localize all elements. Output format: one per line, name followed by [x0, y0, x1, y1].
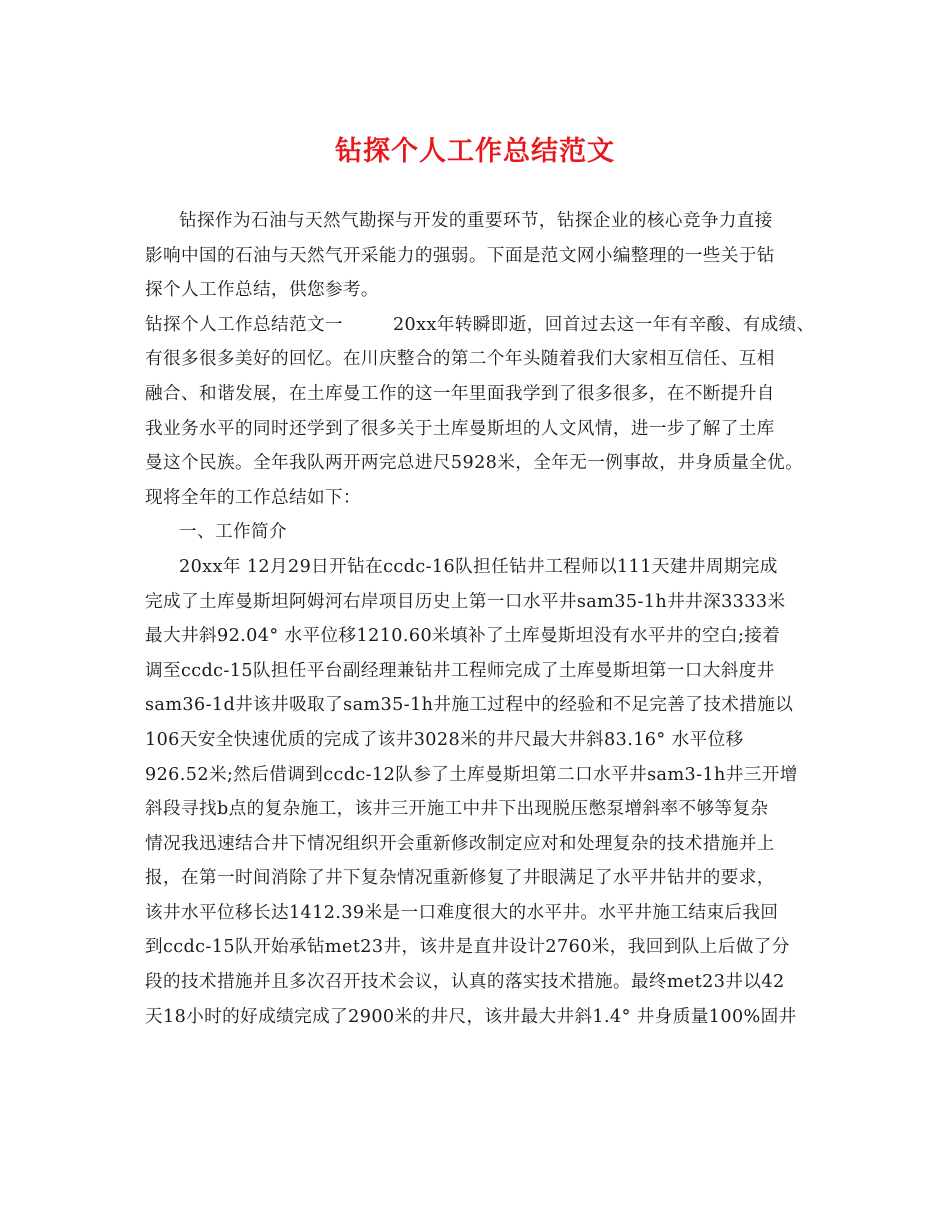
- paragraph-line: 106天安全快速优质的完成了该井3028米的井尺最大井斜83.16° 水平位移: [145, 729, 744, 750]
- paragraph-line: 到ccdc-15队开始承钻met23井，该井是直井设计2760米，我回到队上后做了分: [145, 937, 790, 958]
- paragraph-line: 有很多很多美好的回忆。在川庆整合的第二个年头随着我们大家相互信任、互相: [145, 349, 775, 370]
- paragraph-line: 段的技术措施并且多次召开技术会议，认真的落实技术措施。最终met23井以42: [145, 972, 785, 993]
- paragraph-line: 我业务水平的同时还学到了很多关于土库曼斯坦的人文风情，进一步了解了土库: [145, 418, 775, 439]
- section-heading: 一、工作简介: [179, 522, 287, 543]
- paragraph-line: 融合、和谐发展，在土库曼工作的这一年里面我学到了很多很多，在不断提升自: [145, 383, 775, 404]
- document-body: [145, 204, 825, 1034]
- paragraph-line: 最大井斜92.04° 水平位移1210.60米填补了土库曼斯坦没有水平井的空白;接着: [145, 626, 781, 647]
- section-first-text: 20xx年转瞬即逝，回首过去这一年有辛酸、有成绩、: [392, 314, 815, 335]
- paragraph-line: 现将全年的工作总结如下：: [145, 487, 361, 508]
- paragraph-line: 报，在第一时间消除了井下复杂情况重新修复了井眼满足了水平井钻井的要求，: [145, 868, 775, 889]
- paragraph-line: 斜段寻找b点的复杂施工，该井三开施工中井下出现脱压憋泵增斜率不够等复杂: [145, 799, 769, 820]
- paragraph-line: 情况我迅速结合井下情况组织开会重新修改制定应对和处理复杂的技术措施并上: [145, 833, 775, 854]
- paragraph-line: 天18小时的好成绩完成了2900米的井尺，该井最大井斜1.4° 井身质量100%固井: [145, 1006, 797, 1027]
- section-label: 钻探个人工作总结范文一: [145, 314, 343, 335]
- paragraph-line: 完成了土库曼斯坦阿姆河右岸项目历史上第一口水平井sam35-1h井井深3333米: [145, 591, 786, 612]
- paragraph-line: 20xx年 12月29日开钻在ccdc-16队担任钻井工程师以111天建井周期完成: [179, 556, 778, 577]
- paragraph-line: 926.52米;然后借调到ccdc-12队参了土库曼斯坦第二口水平井sam3-1h井三开增: [145, 764, 798, 785]
- paragraph-line: 该井水平位移长达1412.39米是一口难度很大的水平井。水平井施工结束后我回: [145, 902, 779, 923]
- section-first-line: [145, 308, 825, 343]
- document-title: 钻探个人工作总结范文: [335, 136, 615, 167]
- intro-line: 钻探作为石油与天然气勘探与开发的重要环节，钻探企业的核心竞争力直接: [179, 211, 773, 231]
- intro-line: 探个人工作总结，供您参考。: [145, 280, 379, 301]
- paragraph-line: 曼这个民族。全年我队两开两完总进尺5928米，全年无一例事故，井身质量全优。: [145, 453, 804, 474]
- intro-line: 影响中国的石油与天然气开采能力的强弱。下面是范文网小编整理的一些关于钻: [145, 245, 775, 266]
- paragraph-line: 调至ccdc-15队担任平台副经理兼钻井工程师完成了土库曼斯坦第一口大斜度井: [145, 660, 775, 681]
- paragraph-line: sam36-1d井该井吸取了sam35-1h井施工过程中的经验和不足完善了技术措施以: [145, 695, 794, 716]
